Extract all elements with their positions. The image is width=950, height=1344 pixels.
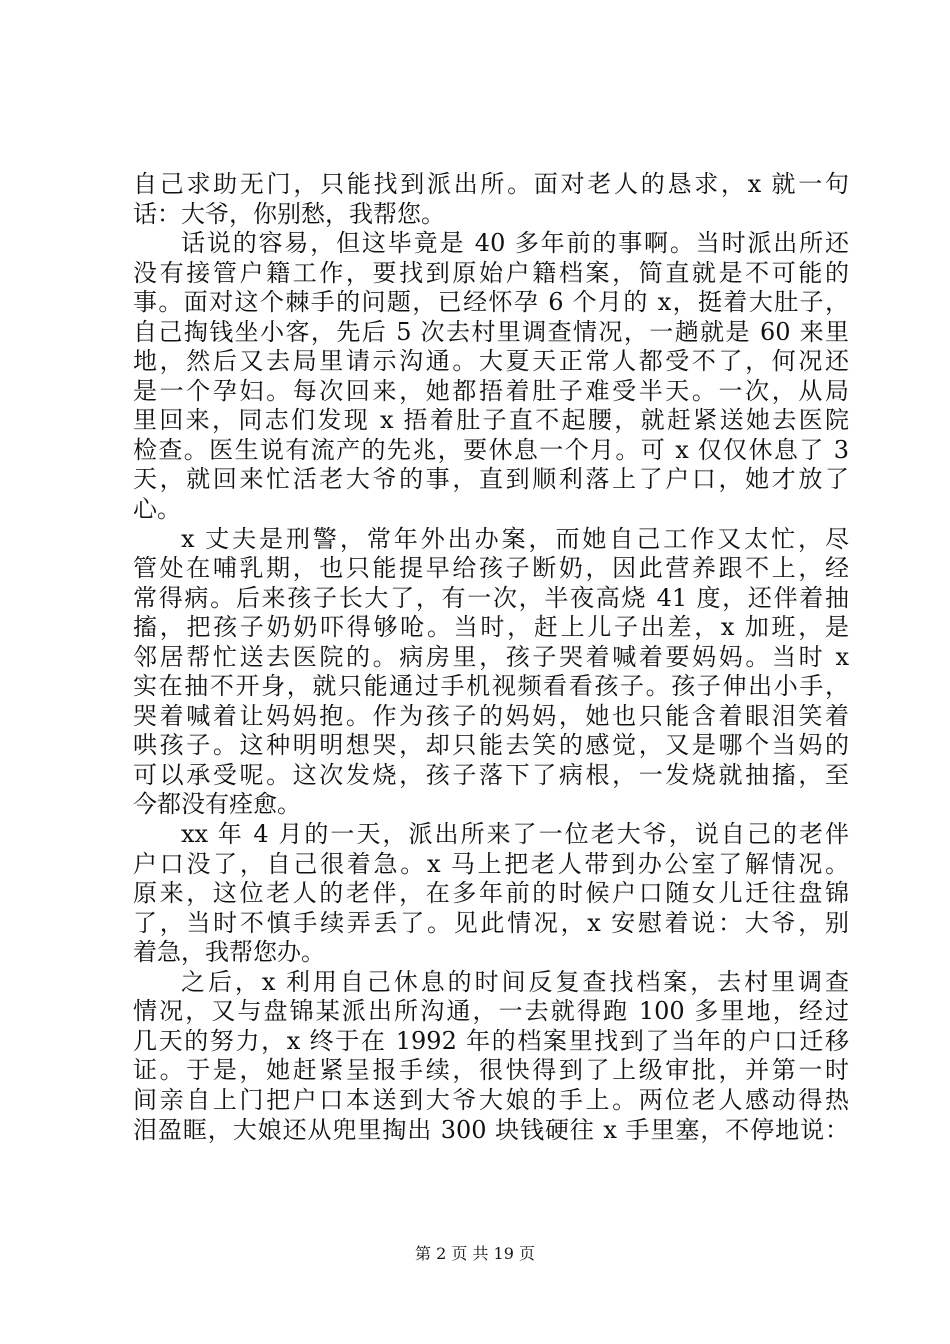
text-line: 心。	[133, 495, 181, 524]
paragraph	[133, 525, 849, 820]
text-line: 间亲自上门把户口本送到大爷大娘的手上。两位老人感动得热	[133, 1085, 849, 1114]
text-line: 话说的容易，但这毕竟是 40 多年前的事啊。当时派出所还	[181, 229, 849, 258]
paragraph	[133, 968, 849, 1145]
text-line: 哄孩子。这种明明想哭，却只能去笑的感觉，又是哪个当妈的	[133, 731, 849, 760]
text-line: 自己求助无门，只能找到派出所。面对老人的恳求，x 就一句	[133, 170, 849, 198]
text-line: 是一个孕妇。每次回来，她都捂着肚子难受半天。一次，从局	[133, 376, 849, 405]
text-line: 邻居帮忙送去医院的。病房里，孩子哭着喊着要妈妈。当时 x	[133, 642, 849, 671]
text-line: x 丈夫是刑警，常年外出办案，而她自己工作又太忙，尽	[181, 524, 849, 553]
text-line: 泪盈眶，大娘还从兜里掏出 300 块钱硬往 x 手里塞，不停地说：	[133, 1115, 849, 1144]
text-line: 几天的努力，x 终于在 1992 年的档案里找到了当年的户口迁移	[133, 1026, 849, 1055]
text-line: 话：大爷，你别愁，我帮您。	[133, 199, 445, 228]
text-line: 哭着喊着让妈妈抱。作为孩子的妈妈，她也只能含着眼泪笑着	[133, 701, 849, 730]
paragraph	[133, 170, 849, 229]
text-line: 情况，又与盘锦某派出所沟通，一去就得跑 100 多里地，经过	[133, 997, 849, 1026]
page-footer: 第 2 页 共 19 页	[415, 1244, 535, 1263]
text-line: 可以承受呢。这次发烧，孩子落下了病根，一发烧就抽搐，至	[133, 760, 849, 789]
text-line: 自己掏钱坐小客，先后 5 次去村里调查情况，一趟就是 60 来里	[133, 317, 849, 346]
text-line: 今都没有痊愈。	[133, 790, 301, 819]
text-line: 户口没了，自己很着急。x 马上把老人带到办公室了解情况。	[133, 849, 849, 878]
text-line: 搐，把孩子奶奶吓得够呛。当时，赶上儿子出差，x 加班，是	[133, 613, 849, 642]
text-line: 着急，我帮您办。	[133, 938, 325, 967]
text-line: 检查。医生说有流产的先兆，要休息一个月。可 x 仅仅休息了 3	[133, 435, 849, 464]
document-body	[133, 170, 849, 1145]
text-line: 事。面对这个棘手的问题，已经怀孕 6 个月的 x，挺着大肚子，	[133, 288, 849, 317]
text-line: 原来，这位老人的老伴，在多年前的时候户口随女儿迁往盘锦	[133, 879, 849, 908]
text-line: 管处在哺乳期，也只能提早给孩子断奶，因此营养跟不上，经	[133, 554, 849, 583]
text-line: xx 年 4 月的一天，派出所来了一位老大爷，说自己的老伴	[181, 820, 849, 849]
paragraph	[133, 820, 849, 968]
text-line: 没有接管户籍工作，要找到原始户籍档案，简直就是不可能的	[133, 258, 849, 287]
text-line: 实在抽不开身，就只能通过手机视频看看孩子。孩子伸出小手，	[133, 672, 849, 701]
text-line: 证。于是，她赶紧呈报手续，很快得到了上级审批，并第一时	[133, 1056, 849, 1085]
text-line: 常得病。后来孩子长大了，有一次，半夜高烧 41 度，还伴着抽	[133, 583, 849, 612]
text-line: 天，就回来忙活老大爷的事，直到顺利落上了户口，她才放了	[133, 465, 849, 494]
text-line: 之后，x 利用自己休息的时间反复查找档案，去村里调查	[181, 967, 849, 996]
paragraph	[133, 229, 849, 524]
text-line: 地，然后又去局里请示沟通。大夏天正常人都受不了，何况还	[133, 347, 849, 376]
text-line: 里回来，同志们发现 x 捂着肚子直不起腰，就赶紧送她去医院	[133, 406, 849, 435]
text-line: 了，当时不慎手续弄丢了。见此情况，x 安慰着说：大爷，别	[133, 908, 849, 937]
